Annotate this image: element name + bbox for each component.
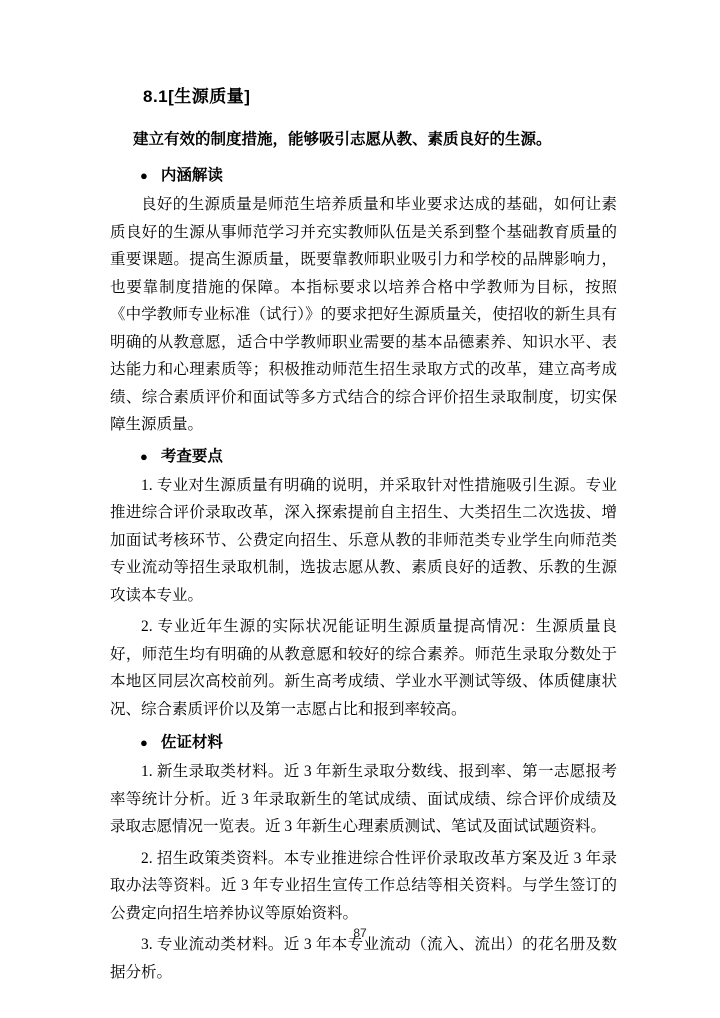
page-number: 87 <box>353 926 367 940</box>
paragraph: 1. 新生录取类材料。近 3 年新生录取分数线、报到率、第一志愿报考率等统计分析。近 3 年录取新生的笔试成绩、面试成绩、综合评价成绩及录取志愿情况一览表。近 3 年新生心理素质测试、笔试及面试试题资料。 <box>110 763 617 835</box>
paragraph: 2. 专业近年生源的实际状况能证明生源质量提高情况：生源质量良好，师范生均有明确的从教意愿和较好的综合素养。师范生录取分数处于本地区同层次高校前列。新生高考成绩、学业水平测试等级、体质健康状况、综合素质评价以及第一志愿占比和报到率较高。 <box>110 618 617 718</box>
heading-connotation <box>140 164 617 188</box>
heading-label: 考查要点 <box>160 447 223 465</box>
page-content <box>110 85 617 986</box>
paragraph: 1. 专业对生源质量有明确的说明，并采取针对性措施吸引生源。专业推进综合评价录取改革，深入探索提前自主招生、大类招生二次选拔、增加面试考核环节、公费定向招生、乐意从教的非师范类专业学生向师范类专业流动等招生录取机制，选拔志愿从教、素质良好的适教、乐教的生源攻读本专业。 <box>110 476 617 604</box>
bullet-icon: ● <box>140 168 148 183</box>
bullet-icon: ● <box>140 735 148 750</box>
bullet-icon: ● <box>140 448 148 464</box>
paragraph: 良好的生源质量是师范生培养质量和毕业要求达成的基础，如何让素质良好的生源从事师范学习并充实教师队伍是关系到整个基础教育质量的重要课题。提高生源质量，既要靠教师职业吸引力和学校的品牌影响力，也要靠制度措施的保障。本指标要求以培养合格中学教师为目标，按照《中学教师专业标准（试行）》的要求把好生源质量关，使招收的新生具有明确的从教意愿，适合中学教师职业需要的基本品德素养、知识水平、表达能力和心理素质等；积极推动师范生招生录取方式的改革，建立高考成绩、综合素质评价和面试等多方式结合的综合评价招生录取制度，切实保障生源质量。 <box>110 196 617 433</box>
indicator-statement: 建立有效的制度措施，能够吸引志愿从教、素质良好的生源。 <box>133 131 552 148</box>
paragraph: 2. 招生政策类资料。本专业推进综合性评价录取改革方案及近 3 年录取办法等资料。近 3 年专业招生宣传工作总结等相关资料。与学生签订的公费定向招生培养协议等原始资料。 <box>110 849 617 922</box>
heading-key-points <box>140 445 617 469</box>
heading-supporting-materials <box>140 731 617 755</box>
paragraph: 3. 专业流动类材料。近 3 年本专业流动（流入、流出）的花名册及数据分析。 <box>110 936 617 981</box>
section-title: 8.1[生源质量] <box>143 87 251 106</box>
heading-label: 内涵解读 <box>160 167 223 184</box>
heading-label: 佐证材料 <box>160 734 223 751</box>
